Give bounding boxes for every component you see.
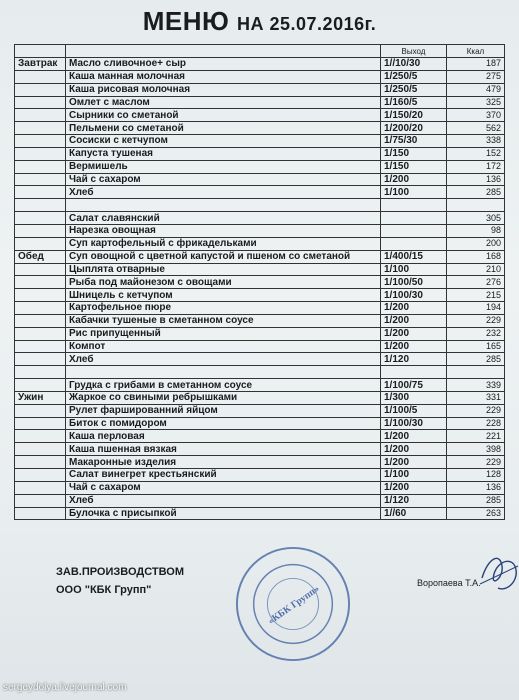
dish-cell: Масло сливочное+ сыр bbox=[66, 58, 381, 71]
table-row bbox=[15, 276, 505, 289]
meal-cell bbox=[15, 379, 66, 392]
kcal-cell bbox=[447, 199, 505, 212]
out-cell: 1/200 bbox=[381, 443, 447, 456]
dish-cell: Сырники со сметаной bbox=[66, 109, 381, 122]
dish-cell: Булочка с присыпкой bbox=[66, 507, 381, 520]
table-row bbox=[15, 469, 505, 482]
meal-cell bbox=[15, 481, 66, 494]
kcal-cell: 200 bbox=[447, 237, 505, 250]
meal-cell bbox=[15, 160, 66, 173]
out-cell bbox=[381, 366, 447, 379]
out-cell: 1//60 bbox=[381, 507, 447, 520]
table-row bbox=[15, 109, 505, 122]
meal-cell bbox=[15, 147, 66, 160]
table-row bbox=[15, 186, 505, 199]
kcal-cell: 370 bbox=[447, 109, 505, 122]
signature bbox=[478, 548, 519, 596]
dish-cell: Суп картофельный с фрикадельками bbox=[66, 237, 381, 250]
meal-cell bbox=[15, 302, 66, 315]
title-date: НА 25.07.2016г. bbox=[237, 14, 377, 34]
meal-cell bbox=[15, 456, 66, 469]
footer-position: ЗАВ.ПРОИЗВОДСТВОМ bbox=[56, 566, 184, 578]
dish-cell: Рыба под майонезом с овощами bbox=[66, 276, 381, 289]
meal-cell bbox=[15, 417, 66, 430]
meal-cell: Завтрак bbox=[15, 58, 66, 71]
out-cell: 1/100/30 bbox=[381, 417, 447, 430]
table-row bbox=[15, 302, 505, 315]
out-cell: 1/120 bbox=[381, 494, 447, 507]
kcal-cell: 168 bbox=[447, 250, 505, 263]
meal-cell bbox=[15, 353, 66, 366]
out-cell: 1/75/30 bbox=[381, 135, 447, 148]
table-row bbox=[15, 327, 505, 340]
table-row bbox=[15, 430, 505, 443]
out-cell: 1/200 bbox=[381, 314, 447, 327]
out-cell: 1/100/5 bbox=[381, 404, 447, 417]
table-row bbox=[15, 58, 505, 71]
dish-cell: Пельмени со сметаной bbox=[66, 122, 381, 135]
dish-cell: Биток с помидором bbox=[66, 417, 381, 430]
kcal-cell: 98 bbox=[447, 224, 505, 237]
title-main: МЕНЮ bbox=[142, 6, 230, 36]
kcal-cell: 229 bbox=[447, 456, 505, 469]
dish-cell: Нарезка овощная bbox=[66, 224, 381, 237]
out-cell: 1/200 bbox=[381, 173, 447, 186]
kcal-cell: 194 bbox=[447, 302, 505, 315]
dish-cell: Каша манная молочная bbox=[66, 70, 381, 83]
out-cell: 1/250/5 bbox=[381, 83, 447, 96]
out-cell bbox=[381, 199, 447, 212]
out-cell: 1/300 bbox=[381, 391, 447, 404]
dish-cell: Капуста тушеная bbox=[66, 147, 381, 160]
out-cell: 1/200 bbox=[381, 327, 447, 340]
table-row bbox=[15, 366, 505, 379]
table-row bbox=[15, 353, 505, 366]
dish-cell: Вермишель bbox=[66, 160, 381, 173]
table-row bbox=[15, 443, 505, 456]
dish-cell: Салат славянский bbox=[66, 212, 381, 225]
dish-cell: Хлеб bbox=[66, 494, 381, 507]
dish-cell: Картофельное пюре bbox=[66, 302, 381, 315]
dish-cell bbox=[66, 199, 381, 212]
menu-body bbox=[15, 58, 505, 520]
table-row bbox=[15, 122, 505, 135]
kcal-cell: 479 bbox=[447, 83, 505, 96]
kcal-cell: 221 bbox=[447, 430, 505, 443]
out-cell: 1//10/30 bbox=[381, 58, 447, 71]
dish-cell: Суп овощной с цветной капустой и пшеном со сметаной bbox=[66, 250, 381, 263]
kcal-cell: 398 bbox=[447, 443, 505, 456]
meal-cell bbox=[15, 314, 66, 327]
out-cell: 1/200 bbox=[381, 302, 447, 315]
table-row bbox=[15, 212, 505, 225]
kcal-cell: 210 bbox=[447, 263, 505, 276]
kcal-cell: 263 bbox=[447, 507, 505, 520]
meal-cell bbox=[15, 109, 66, 122]
kcal-cell: 136 bbox=[447, 173, 505, 186]
kcal-cell: 305 bbox=[447, 212, 505, 225]
meal-cell bbox=[15, 186, 66, 199]
meal-cell bbox=[15, 212, 66, 225]
kcal-cell: 229 bbox=[447, 314, 505, 327]
dish-cell: Омлет с маслом bbox=[66, 96, 381, 109]
dish-cell: Каша пшенная вязкая bbox=[66, 443, 381, 456]
out-cell: 1/200 bbox=[381, 340, 447, 353]
out-cell: 1/100/30 bbox=[381, 289, 447, 302]
table-row bbox=[15, 404, 505, 417]
table-row bbox=[15, 237, 505, 250]
table-row bbox=[15, 494, 505, 507]
meal-cell bbox=[15, 96, 66, 109]
meal-cell bbox=[15, 366, 66, 379]
out-cell: 1/100 bbox=[381, 186, 447, 199]
watermark: sergeydolya.livejournal.com bbox=[3, 682, 127, 693]
table-row bbox=[15, 456, 505, 469]
dish-cell: Каша перловая bbox=[66, 430, 381, 443]
menu-table bbox=[14, 44, 505, 520]
meal-cell bbox=[15, 404, 66, 417]
dish-cell: Каша рисовая молочная bbox=[66, 83, 381, 96]
table-row bbox=[15, 83, 505, 96]
meal-cell bbox=[15, 237, 66, 250]
header-meal bbox=[15, 45, 66, 58]
kcal-cell: 338 bbox=[447, 135, 505, 148]
meal-cell bbox=[15, 276, 66, 289]
kcal-cell: 325 bbox=[447, 96, 505, 109]
dish-cell: Рулет фаршированний яйцом bbox=[66, 404, 381, 417]
meal-cell bbox=[15, 224, 66, 237]
out-cell: 1/100/50 bbox=[381, 276, 447, 289]
table-row bbox=[15, 481, 505, 494]
dish-cell bbox=[66, 366, 381, 379]
out-cell: 1/200 bbox=[381, 430, 447, 443]
table-row bbox=[15, 340, 505, 353]
company-stamp bbox=[234, 545, 352, 663]
out-cell bbox=[381, 212, 447, 225]
dish-cell: Салат винегрет крестьянский bbox=[66, 469, 381, 482]
dish-cell: Рис припущенный bbox=[66, 327, 381, 340]
meal-cell: Обед bbox=[15, 250, 66, 263]
table-row bbox=[15, 250, 505, 263]
table-row bbox=[15, 96, 505, 109]
kcal-cell: 215 bbox=[447, 289, 505, 302]
out-cell: 1/200 bbox=[381, 481, 447, 494]
meal-cell bbox=[15, 494, 66, 507]
footer-company: ООО "КБК Групп" bbox=[56, 584, 152, 596]
dish-cell: Сосиски с кетчупом bbox=[66, 135, 381, 148]
header-kcal: Ккал bbox=[447, 45, 505, 58]
dish-cell: Хлеб bbox=[66, 353, 381, 366]
out-cell: 1/100/75 bbox=[381, 379, 447, 392]
dish-cell: Шницель с кетчупом bbox=[66, 289, 381, 302]
table-row bbox=[15, 391, 505, 404]
kcal-cell: 187 bbox=[447, 58, 505, 71]
meal-cell bbox=[15, 289, 66, 302]
table-row bbox=[15, 199, 505, 212]
header-dish bbox=[66, 45, 381, 58]
meal-cell bbox=[15, 135, 66, 148]
table-row bbox=[15, 147, 505, 160]
out-cell: 1/150 bbox=[381, 147, 447, 160]
dish-cell: Грудка с грибами в сметанном соусе bbox=[66, 379, 381, 392]
dish-cell: Цыплята отварные bbox=[66, 263, 381, 276]
meal-cell bbox=[15, 443, 66, 456]
meal-cell bbox=[15, 430, 66, 443]
stamp-center-text: «КБК Групп» bbox=[265, 583, 322, 627]
table-row bbox=[15, 263, 505, 276]
meal-cell bbox=[15, 70, 66, 83]
kcal-cell: 276 bbox=[447, 276, 505, 289]
dish-cell: Кабачки тушеные в сметанном соусе bbox=[66, 314, 381, 327]
kcal-cell: 128 bbox=[447, 469, 505, 482]
kcal-cell: 331 bbox=[447, 391, 505, 404]
kcal-cell: 165 bbox=[447, 340, 505, 353]
table-row bbox=[15, 507, 505, 520]
kcal-cell: 285 bbox=[447, 353, 505, 366]
meal-cell bbox=[15, 122, 66, 135]
kcal-cell: 228 bbox=[447, 417, 505, 430]
meal-cell: Ужин bbox=[15, 391, 66, 404]
table-row bbox=[15, 379, 505, 392]
dish-cell: Чай с сахаром bbox=[66, 173, 381, 186]
out-cell: 1/100 bbox=[381, 263, 447, 276]
meal-cell bbox=[15, 507, 66, 520]
table-header-row bbox=[15, 45, 505, 58]
table-row bbox=[15, 289, 505, 302]
out-cell: 1/200 bbox=[381, 456, 447, 469]
kcal-cell: 232 bbox=[447, 327, 505, 340]
dish-cell: Компот bbox=[66, 340, 381, 353]
table-row bbox=[15, 173, 505, 186]
meal-cell bbox=[15, 263, 66, 276]
kcal-cell: 275 bbox=[447, 70, 505, 83]
page-title bbox=[0, 6, 519, 37]
out-cell: 1/150/20 bbox=[381, 109, 447, 122]
dish-cell: Макаронные изделия bbox=[66, 456, 381, 469]
signer-name: Воропаева Т.А. bbox=[417, 578, 481, 588]
kcal-cell: 136 bbox=[447, 481, 505, 494]
kcal-cell bbox=[447, 366, 505, 379]
kcal-cell: 562 bbox=[447, 122, 505, 135]
table-row bbox=[15, 224, 505, 237]
out-cell bbox=[381, 237, 447, 250]
kcal-cell: 229 bbox=[447, 404, 505, 417]
meal-cell bbox=[15, 469, 66, 482]
out-cell: 1/250/5 bbox=[381, 70, 447, 83]
out-cell: 1/120 bbox=[381, 353, 447, 366]
out-cell: 1/200/20 bbox=[381, 122, 447, 135]
table-row bbox=[15, 70, 505, 83]
meal-cell bbox=[15, 340, 66, 353]
meal-cell bbox=[15, 327, 66, 340]
meal-cell bbox=[15, 83, 66, 96]
out-cell: 1/150 bbox=[381, 160, 447, 173]
kcal-cell: 172 bbox=[447, 160, 505, 173]
kcal-cell: 339 bbox=[447, 379, 505, 392]
out-cell bbox=[381, 224, 447, 237]
meal-cell bbox=[15, 199, 66, 212]
dish-cell: Чай с сахаром bbox=[66, 481, 381, 494]
table-row bbox=[15, 135, 505, 148]
table-row bbox=[15, 417, 505, 430]
table-row bbox=[15, 314, 505, 327]
out-cell: 1/400/15 bbox=[381, 250, 447, 263]
dish-cell: Хлеб bbox=[66, 186, 381, 199]
kcal-cell: 152 bbox=[447, 147, 505, 160]
footer-signatory bbox=[56, 563, 184, 599]
meal-cell bbox=[15, 173, 66, 186]
table-row bbox=[15, 160, 505, 173]
out-cell: 1/100 bbox=[381, 469, 447, 482]
header-out: Выход bbox=[381, 45, 447, 58]
dish-cell: Жаркое со свиными ребрышками bbox=[66, 391, 381, 404]
kcal-cell: 285 bbox=[447, 186, 505, 199]
out-cell: 1/160/5 bbox=[381, 96, 447, 109]
kcal-cell: 285 bbox=[447, 494, 505, 507]
